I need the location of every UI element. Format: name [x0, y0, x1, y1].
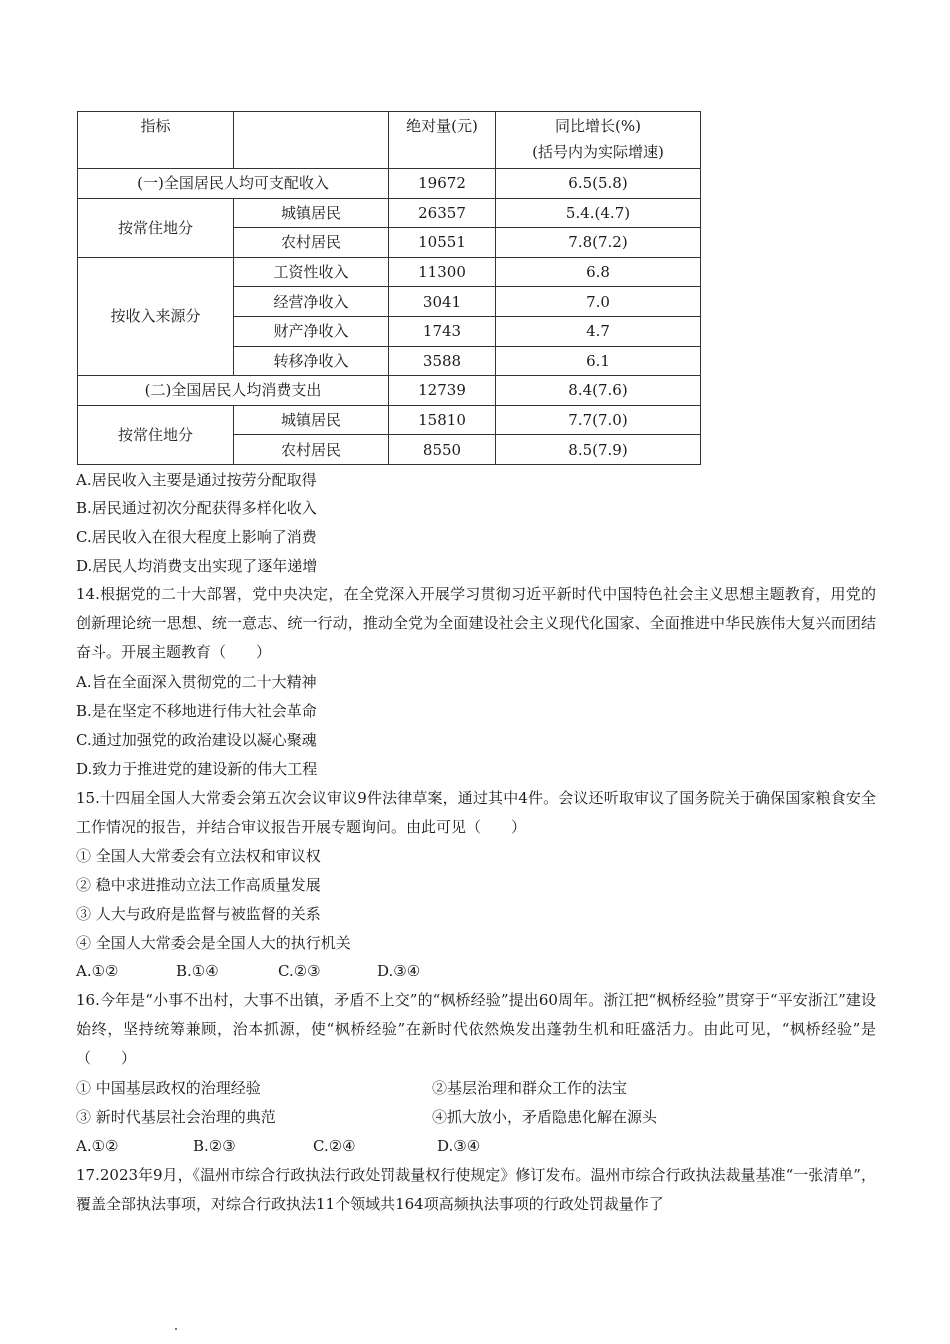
cell-value: 10551: [389, 228, 496, 258]
q14-option-b: B.是在坚定不移地进行伟大社会革命: [76, 702, 317, 720]
q15-choice-b: B.①④: [176, 962, 219, 980]
cell-label: 城镇居民: [234, 198, 389, 228]
group-label: 按收入来源分: [78, 257, 234, 375]
q14-option-d: D.致力于推进党的建设新的伟大工程: [76, 760, 318, 778]
q14-option-a: A.旨在全面深入贯彻党的二十大精神: [76, 673, 317, 691]
cell-growth: 7.8(7.2): [496, 228, 701, 258]
table-row: [78, 405, 701, 435]
cell-growth: 7.7(7.0): [496, 405, 701, 435]
section-label: (一)全国居民人均可支配收入: [78, 169, 389, 199]
group-label: 按常住地分: [78, 405, 234, 464]
q15-statement-3: ③ 人大与政府是监督与被监督的关系: [76, 905, 321, 923]
cell-growth: 4.7: [496, 316, 701, 346]
table-row: [78, 198, 701, 228]
cell-value: 3588: [389, 346, 496, 376]
table-row: [78, 257, 701, 287]
q16-statement-3: ③ 新时代基层社会治理的典范: [76, 1108, 276, 1126]
income-statistics-table: [77, 111, 701, 465]
cell-growth: 8.4(7.6): [496, 376, 701, 406]
q13-option-a: A.居民收入主要是通过按劳分配取得: [76, 471, 317, 489]
q16-choice-d: D.③④: [437, 1137, 481, 1155]
cell-label: 城镇居民: [234, 405, 389, 435]
cell-value: 8550: [389, 435, 496, 465]
q16-statement-1: ① 中国基层政权的治理经验: [76, 1079, 261, 1097]
page-dot: [175, 1328, 177, 1330]
section-label: (二)全国居民人均消费支出: [78, 376, 389, 406]
header-blank: [234, 112, 389, 169]
table-row: [78, 169, 701, 199]
header-absolute: 绝对量(元): [389, 112, 496, 169]
q15-choice-a: A.①②: [76, 962, 119, 980]
cell-value: 12739: [389, 376, 496, 406]
q15-choice-d: D.③④: [377, 962, 421, 980]
header-indicator: 指标: [78, 112, 234, 169]
q14-stem: 14.根据党的二十大部署，党中央决定，在全党深入开展学习贯彻习近平新时代中国特色社会主义思想主题教育，用党的创新理论统一思想、统一意志、统一行动，推动全党为全面建设社会主义现代化国家、全面推进中华民族伟大复兴而团结奋斗。开展主题教育（ ）: [76, 585, 876, 661]
q15-statement-1: ① 全国人大常委会有立法权和审议权: [76, 847, 321, 865]
cell-label: 农村居民: [234, 435, 389, 465]
cell-label: 经营净收入: [234, 287, 389, 317]
cell-value: 11300: [389, 257, 496, 287]
cell-label: 财产净收入: [234, 316, 389, 346]
cell-growth: 6.1: [496, 346, 701, 376]
q15-statement-4: ④ 全国人大常委会是全国人大的执行机关: [76, 934, 351, 952]
q15-choice-c: C.②③: [278, 962, 321, 980]
q14-option-c: C.通过加强党的政治建设以凝心聚魂: [76, 731, 317, 749]
cell-value: 1743: [389, 316, 496, 346]
cell-value: 3041: [389, 287, 496, 317]
table-row: [78, 376, 701, 406]
header-growth-line2: (括号内为实际增速): [532, 143, 664, 161]
cell-growth: 8.5(7.9): [496, 435, 701, 465]
cell-growth: 5.4.(4.7): [496, 198, 701, 228]
cell-label: 转移净收入: [234, 346, 389, 376]
q16-stem: 16.今年是“小事不出村，大事不出镇，矛盾不上交”的“枫桥经验”提出60周年。浙江把“枫桥经验”贯穿于“平安浙江”建设始终，坚持统筹兼顾，治本抓源，使“枫桥经验”在新时代依然焕发出蓬勃生机和旺盛活力。由此可见，“枫桥经验”是（ ）: [76, 991, 876, 1067]
q15-stem: 15.十四届全国人大常委会第五次会议审议9件法律草案，通过其中4件。会议还听取审议了国务院关于确保国家粮食安全工作情况的报告，并结合审议报告开展专题询问。由此可见（ ）: [76, 789, 876, 836]
q16-choice-a: A.①②: [76, 1137, 119, 1155]
q16-statement-2: ②基层治理和群众工作的法宝: [432, 1079, 628, 1097]
q16-statement-4: ④抓大放小，矛盾隐患化解在源头: [432, 1108, 658, 1126]
q16-choice-b: B.②③: [193, 1137, 236, 1155]
cell-value: 26357: [389, 198, 496, 228]
cell-value: 15810: [389, 405, 496, 435]
header-growth: [496, 112, 701, 169]
cell-growth: 6.8: [496, 257, 701, 287]
q16-choices: [76, 1135, 480, 1157]
cell-label: 工资性收入: [234, 257, 389, 287]
q17-stem: 17.2023年9月，《温州市综合行政执法行政处罚裁量权行使规定》修订发布。温州市综合行政执法裁量基准“一张清单”，覆盖全部执法事项，对综合行政执法11个领域共164项高频执法事项的行政处罚裁量作了: [76, 1166, 876, 1213]
q15-choices: [76, 960, 420, 982]
q13-option-c: C.居民收入在很大程度上影响了消费: [76, 528, 317, 546]
q13-option-b: B.居民通过初次分配获得多样化收入: [76, 499, 317, 517]
group-label: 按常住地分: [78, 198, 234, 257]
cell-growth: 6.5(5.8): [496, 169, 701, 199]
table-header-row: [78, 112, 701, 169]
q16-choice-c: C.②④: [313, 1137, 356, 1155]
header-growth-line1: 同比增长(%): [555, 117, 641, 135]
q15-statement-2: ② 稳中求进推动立法工作高质量发展: [76, 876, 321, 894]
q13-option-d: D.居民人均消费支出实现了逐年递增: [76, 557, 318, 575]
cell-label: 农村居民: [234, 228, 389, 258]
cell-growth: 7.0: [496, 287, 701, 317]
cell-value: 19672: [389, 169, 496, 199]
